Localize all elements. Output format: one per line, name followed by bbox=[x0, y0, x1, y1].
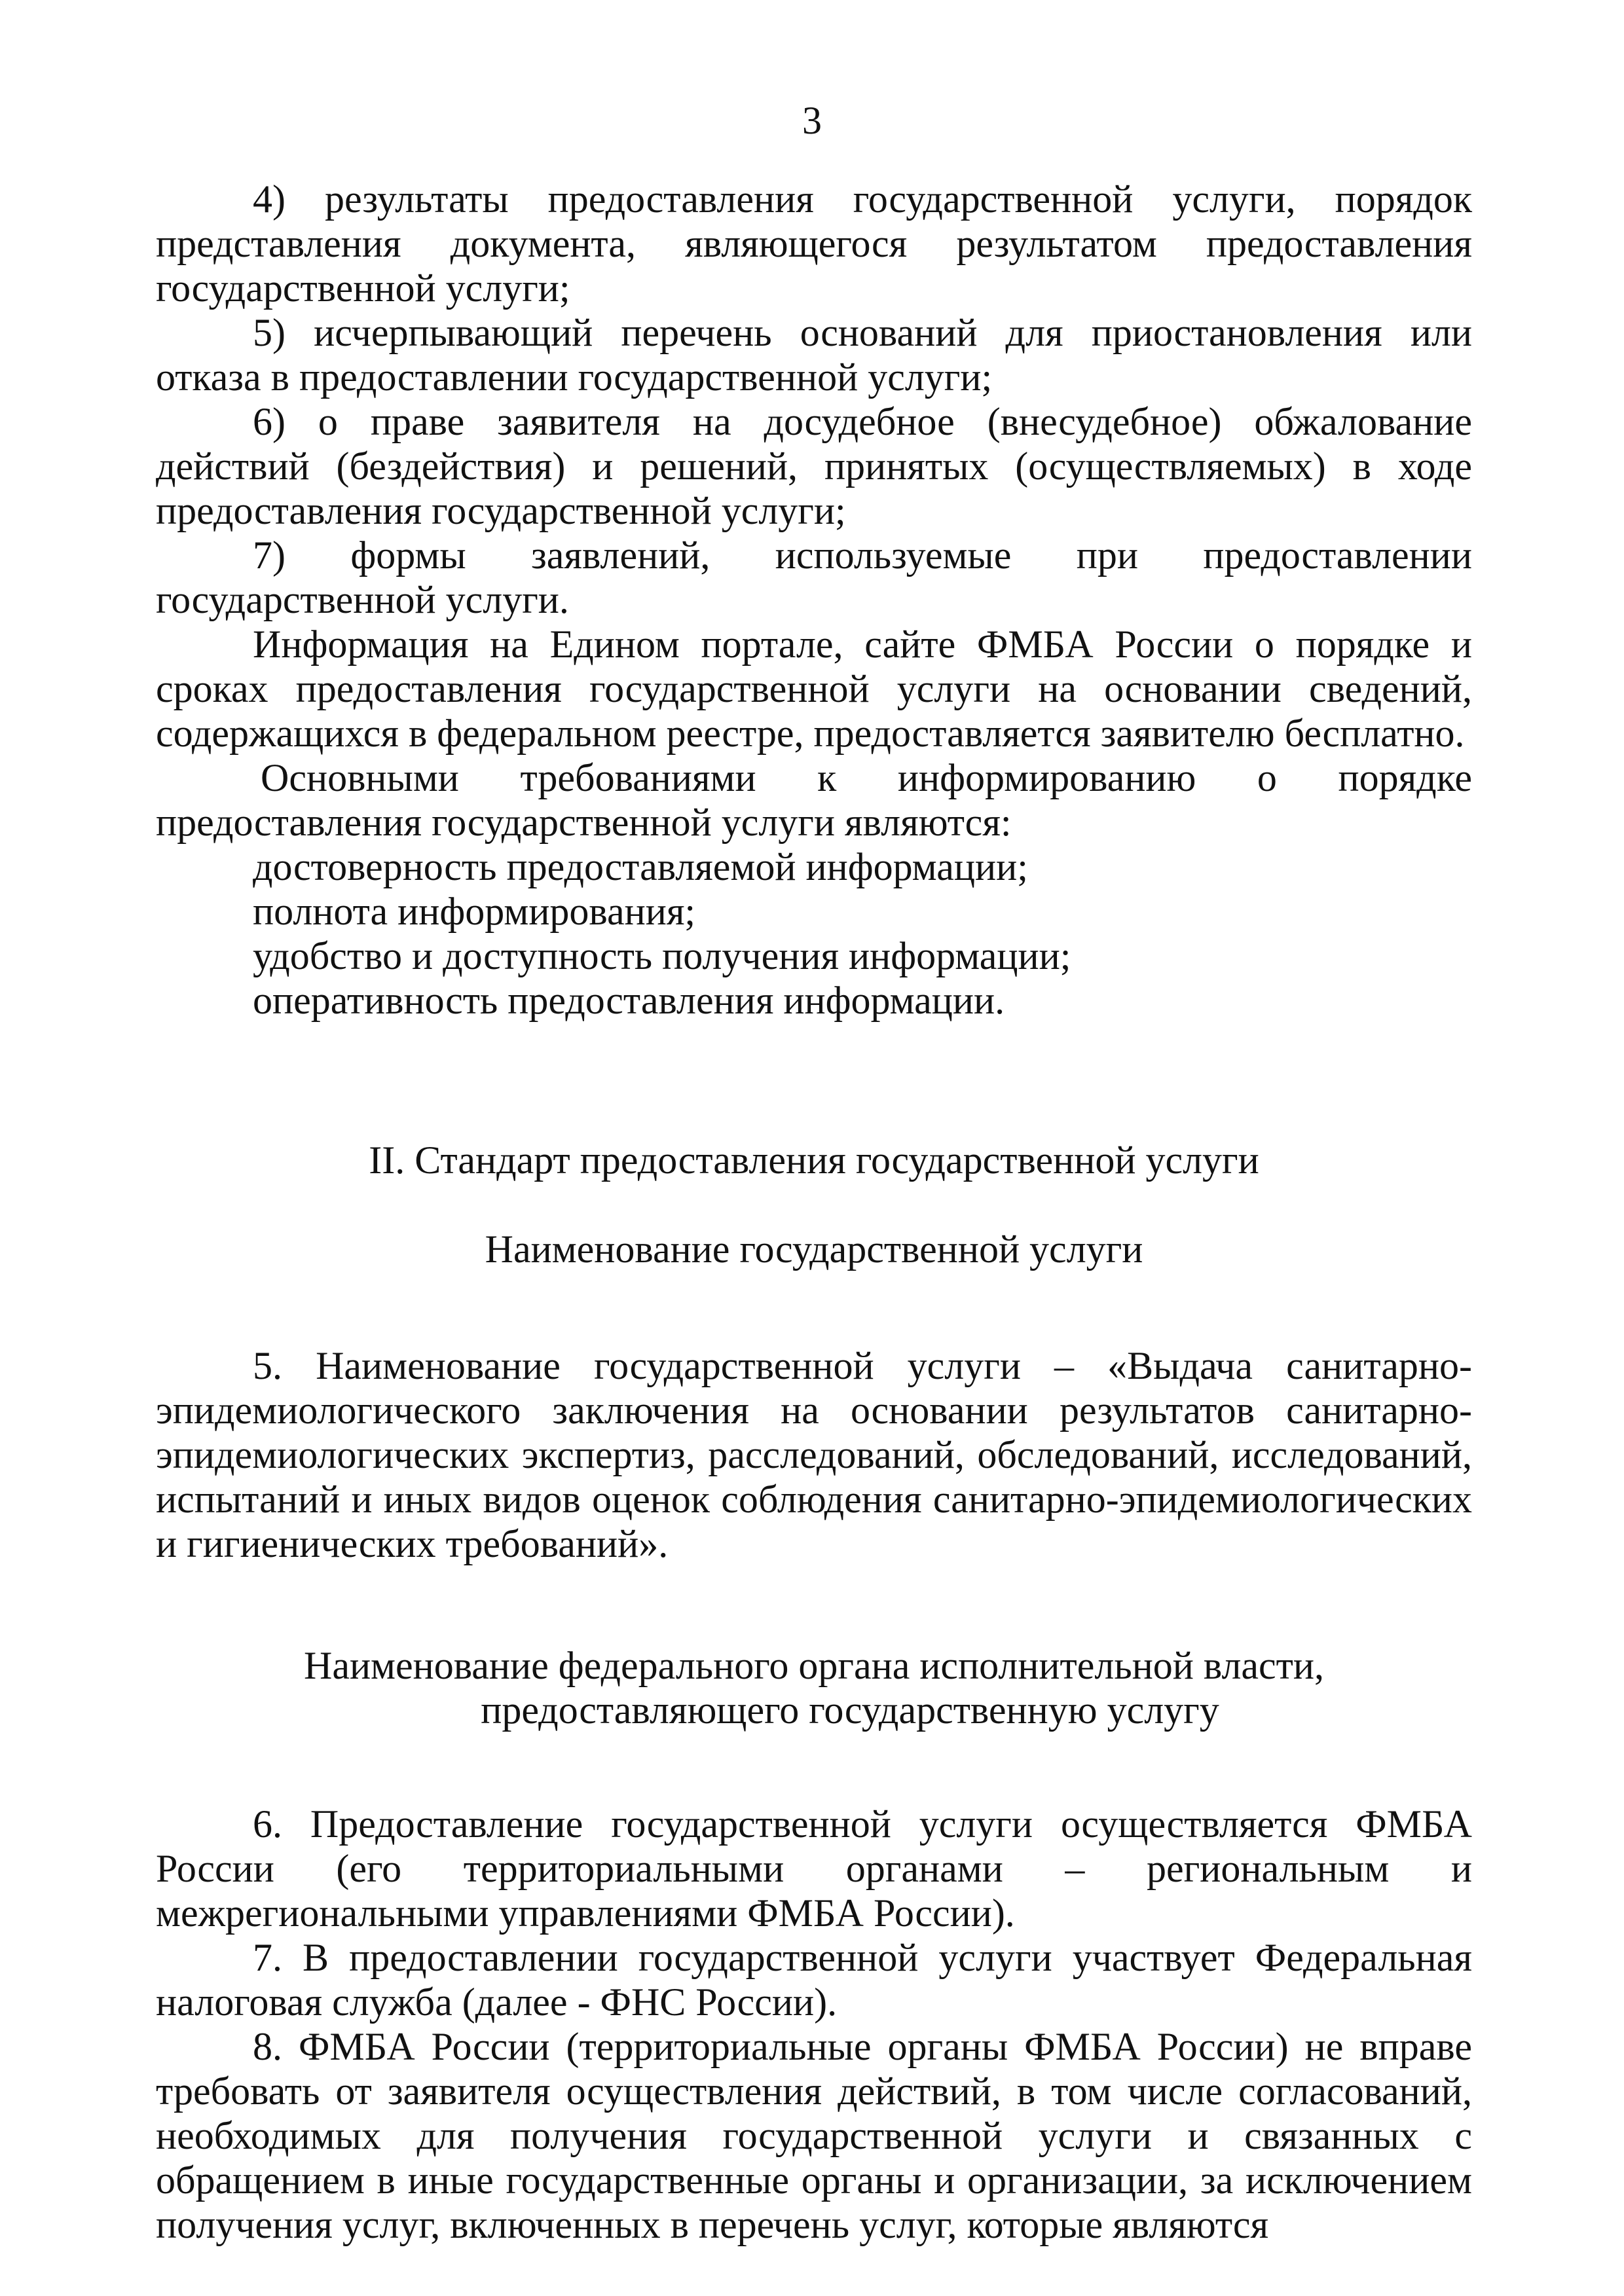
subheading-authority bbox=[156, 1643, 1472, 1732]
paragraph-7: 7. В предоставлении государственной услуги участвует Федеральная налоговая служба (далее - ФНС России). bbox=[156, 1936, 1472, 2024]
item-6: 6) о праве заявителя на досудебное (внесудебное) обжалование действий (бездействия) и решений, принятых (осуществляемых) в ходе предоставления государственной услуги; bbox=[156, 400, 1472, 532]
page-number: 3 bbox=[802, 99, 822, 142]
paragraph-6: 6. Предоставление государственной услуги осуществляется ФМБА России (его территориальными органами – региональным и межрегиональными управлениями ФМБА России). bbox=[156, 1802, 1472, 1935]
requirement-item: удобство и доступность получения информации; bbox=[253, 934, 1071, 977]
subheading-authority-line-2: предоставляющего государственную услугу bbox=[481, 1688, 1219, 1732]
requirement-item: полнота информирования; bbox=[253, 890, 696, 933]
requirements-lead: Основными требованиями к информированию о порядке предоставления государственной услуги являются: bbox=[156, 756, 1472, 844]
section-title: II. Стандарт предоставления государственной услуги bbox=[369, 1139, 1259, 1182]
document-body bbox=[156, 177, 1472, 2247]
info-paragraph: Информация на Едином портале, сайте ФМБА России о порядке и сроках предоставления государственной услуги на основании сведений, содержащихся в федеральном реестре, предоставляется заявителю бесплатно. bbox=[156, 623, 1472, 755]
requirement-item: достоверность предоставляемой информации; bbox=[253, 845, 1028, 888]
item-4: 4) результаты предоставления государственной услуги, порядок представления документа, являющегося результатом предоставления государственной услуги; bbox=[156, 177, 1472, 310]
requirement-item: оперативность предоставления информации. bbox=[253, 979, 1005, 1022]
subheading-authority-line-1: Наименование федерального органа исполнительной власти, bbox=[303, 1644, 1324, 1687]
subheading-service-name: Наименование государственной услуги bbox=[485, 1228, 1143, 1271]
paragraph-8: 8. ФМБА России (территориальные органы ФМБА России) не вправе требовать от заявителя осуществления действий, в том числе согласований, необходимых для получения государственной услуги и связанных с обращением в иные государственные органы и организации, за исключением получения услуг, включенных в перечень услуг, которые являются bbox=[156, 2025, 1472, 2246]
paragraph-5: 5. Наименование государственной услуги – «Выдача санитарно-эпидемиологического заключения на основании результатов санитарно-эпидемиологических экспертиз, расследований, обследований, исследований, испытаний и иных видов оценок соблюдения санитарно-эпидемиологических и гигиенических требований». bbox=[156, 1344, 1472, 1565]
item-7: 7) формы заявлений, используемые при предоставлении государственной услуги. bbox=[156, 534, 1472, 621]
item-5: 5) исчерпывающий перечень оснований для приостановления или отказа в предоставлении государственной услуги; bbox=[156, 311, 1472, 399]
